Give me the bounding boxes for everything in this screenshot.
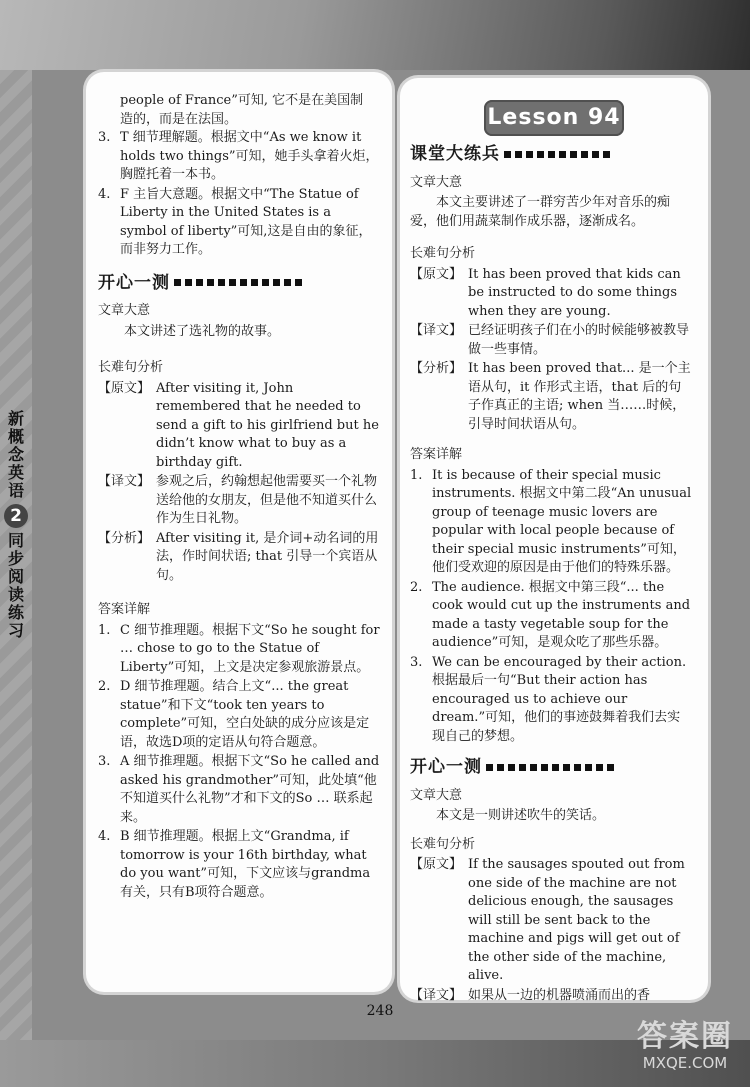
right-column (410, 145, 692, 1006)
lesson-badge: Lesson 94 (484, 100, 624, 136)
item-number: 2. (98, 679, 111, 694)
left-column (98, 92, 380, 903)
answer-item (98, 828, 380, 902)
row-text: After visiting it, John remembered that he needed to send a gift to his girlfriend but he didn’t know what to buy as a birthday gift. (156, 380, 379, 470)
item-text: C 细节推理题。根据下文“So he sought for … chose to go to the Statue of Liberty”可知，上文是决定参观旅游景点。 (120, 622, 380, 675)
summary-text: 本文讲述了选礼物的故事。 (124, 323, 281, 339)
continued-line: people of France”可知, 它不是在美国制 (120, 93, 364, 108)
watermark-logo (625, 1020, 745, 1072)
section-title-happy-test (98, 274, 380, 293)
row-tag: 【译文】 (98, 474, 151, 489)
item-number: 4. (98, 186, 111, 202)
original-row (410, 856, 692, 986)
row-text: 如果从一边的机器喷涌而出的香 (468, 987, 651, 1003)
answers-heading: 答案详解 (410, 447, 463, 462)
watermark-text: 答案圈 (637, 1019, 733, 1054)
answer-item (98, 622, 380, 678)
answer-item (98, 129, 380, 185)
section-title-happy-test (410, 758, 692, 777)
book-spine-label (4, 410, 28, 640)
title-squares (500, 144, 610, 164)
spine-title-top: 新概念英语 (8, 409, 25, 500)
long-sentence-heading: 长难句分析 (410, 246, 476, 261)
row-tag: 【原文】 (410, 266, 463, 282)
page-number: 248 (366, 1003, 394, 1019)
row-tag: 【译文】 (410, 987, 463, 1003)
spine-volume-number: 2 (4, 504, 28, 528)
row-text: 已经证明孩子们在小的时候能够被教导做一些事情。 (468, 323, 690, 357)
answer-item (410, 467, 692, 578)
row-tag: 【分析】 (410, 361, 463, 376)
row-text: After visiting it, 是介词+动名词的用法，作时间状语; that 引导一个宾语从句。 (156, 530, 379, 583)
item-text: B 细节推理题。根据上文“Grandma, if tomorrow is your 16th birthday, what do you want”可知，下文应该与grandma有关，只有B项符合题意。 (120, 829, 371, 900)
item-text: D 细节推理题。结合上文“... the great statue”和下文“took ten years to complete”可知，空白处缺的成分应该是定语，故选D项的定语从句符合题意。 (120, 679, 370, 750)
section-title-class-practice (410, 145, 692, 164)
original-row (98, 380, 380, 473)
summary-heading: 文章大意 (98, 303, 151, 318)
item-number: 3. (98, 754, 111, 769)
item-number: 3. (98, 130, 111, 145)
item-number: 1. (410, 467, 423, 483)
continued-answer (98, 92, 380, 129)
title-squares (482, 757, 614, 777)
section-title-text: 开心一测 (410, 757, 482, 777)
answer-item (98, 186, 380, 260)
item-number: 1. (98, 622, 111, 638)
continued-line: 造的，而是在法国。 (120, 111, 238, 127)
original-row (410, 266, 692, 322)
item-text: T 细节理解题。根据文中“As we know it holds two things”可知，她手头拿着火炬，胸膛托着一本书。 (120, 130, 379, 182)
top-background-band (0, 0, 750, 70)
item-text: We can be encouraged by their action. 根据最后一句“But their action has encouraged us to achieve our dream.”可知，他们的事迹鼓舞着我们去实现自己的梦想。 (432, 654, 687, 744)
item-number: 4. (98, 829, 111, 844)
row-text: It has been proved that... 是一个主语从句，it 作形式主语，that 后的句子作真正的主语; when 当……时候，引导时间状语从句。 (468, 361, 691, 432)
answers-heading: 答案详解 (98, 602, 151, 617)
item-text: A 细节推理题。根据下文“So he called and asked his grandmother”可知，此处填“他不知道买什么礼物”才和下文的So … 联系起来。 (120, 754, 380, 825)
item-number: 2. (410, 579, 423, 595)
analysis-row (98, 530, 380, 586)
row-tag: 【原文】 (410, 857, 463, 872)
item-number: 3. (410, 654, 423, 670)
summary-heading: 文章大意 (410, 174, 463, 190)
row-text: 参观之后，约翰想起他需要买一个礼物送给他的女朋友，但是他不知道买什么作为生日礼物。 (156, 474, 378, 526)
item-text: F 主旨大意题。根据文中“The Statue of Liberty in the United States is a symbol of liberty”可知,这是自由的象征，而非努力工作。 (120, 186, 372, 257)
translation-row (410, 322, 692, 359)
row-text: If the sausages spouted out from one side of the machine are not delicious enough, the sausages will still be sent back to the machine and pigs will get out of the other side of the machine, alive. (468, 857, 685, 983)
answer-item (410, 579, 692, 653)
item-text: The audience. 根据文中第三段“... the cook would cut up the instruments and made a tasty vegetable soup for the audience”可知，是观众吃了那些乐器。 (432, 579, 691, 650)
long-sentence-heading: 长难句分析 (410, 836, 476, 852)
spine-title-bottom: 同步阅读练习 (8, 531, 25, 640)
translation-row (410, 987, 692, 1006)
answer-item (98, 678, 380, 752)
row-text: It has been proved that kids can be instructed to do some things when they are young. (468, 266, 681, 319)
answer-item (410, 654, 692, 747)
answer-item (98, 753, 380, 827)
summary-text: 本文主要讲述了一群穷苦少年对音乐的痴爱，他们用蔬菜制作成乐器，逐渐成名。 (410, 195, 671, 229)
summary-heading: 文章大意 (410, 787, 463, 803)
translation-row (98, 473, 380, 529)
long-sentence-heading: 长难句分析 (98, 360, 164, 375)
row-tag: 【原文】 (98, 380, 151, 396)
row-tag: 【译文】 (410, 323, 463, 338)
title-squares (170, 273, 302, 293)
item-text: It is because of their special music instruments. 根据文中第二段“An unusual group of teenage music lovers are popular with local people because of their special music instruments”可知，他们受欢迎的原因是由于他们的特殊乐器。 (432, 467, 692, 575)
section-title-text: 开心一测 (98, 272, 170, 293)
watermark-url: MXQE.COM (642, 1054, 728, 1072)
summary-text: 本文是一则讲述吹牛的笑话。 (436, 808, 606, 823)
row-tag: 【分析】 (98, 530, 151, 546)
section-title-text: 课堂大练兵 (410, 144, 500, 164)
analysis-row (410, 360, 692, 434)
